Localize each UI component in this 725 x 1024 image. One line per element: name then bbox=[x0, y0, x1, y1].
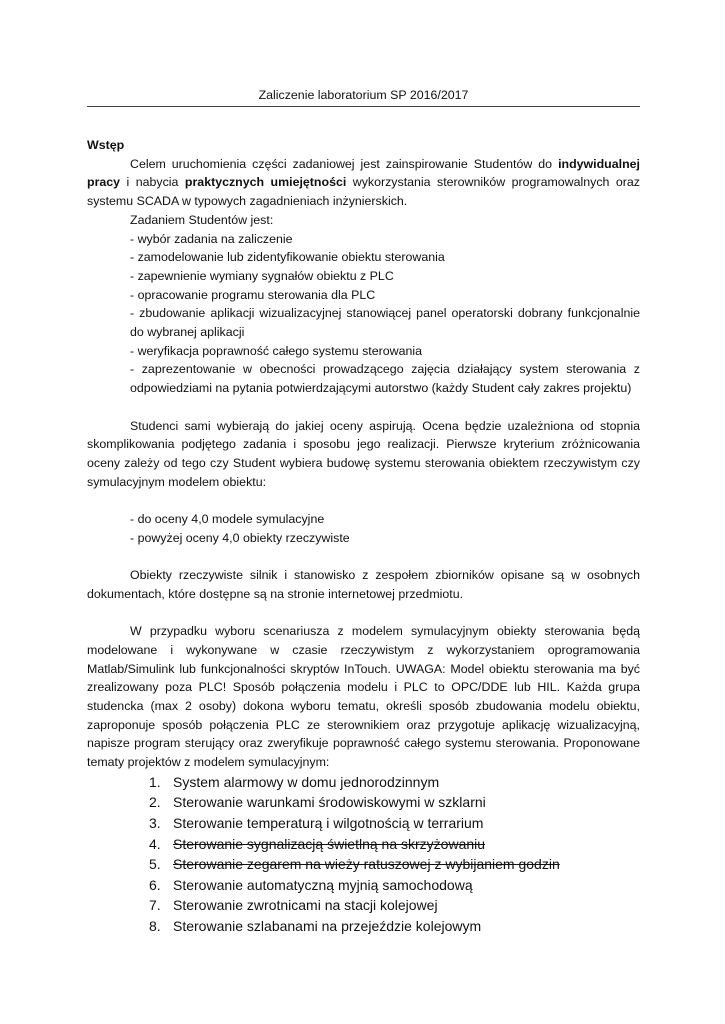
real-objects-paragraph: Obiekty rzeczywiste silnik i stanowisko z zespołem zbiorników opisane są w osobnych dokumentach, które dostępne są na stronie internetowej przedmiotu. bbox=[87, 568, 640, 601]
intro-bold-1: indywidualnej pracy bbox=[87, 156, 640, 190]
task-item: - zamodelowanie lub zidentyfikowanie obiektu sterowania bbox=[130, 250, 445, 265]
topic-number: 2. bbox=[149, 794, 161, 811]
intro-paragraph bbox=[87, 155, 640, 211]
topic-text: Sterowanie zwrotnicami na stacji kolejowej bbox=[173, 897, 438, 914]
topic-number: 7. bbox=[149, 897, 161, 914]
topic-text: Sterowanie warunkami środowiskowymi w szklarni bbox=[173, 794, 486, 811]
topic-text-struck: Sterowanie zegarem na wieży ratuszowej z wybijaniem godzin bbox=[173, 856, 560, 873]
intro-text-3: wykorzystania sterowników programowalnych oraz systemu SCADA w typowych zagadnieniach inżynierskich. bbox=[87, 175, 640, 209]
task-item: - zbudowanie aplikacji wizualizacyjnej stanowiącej panel operatorski dobrany funkcjonalnie do wybranej aplikacji bbox=[130, 306, 640, 340]
task-item: - weryfikacja poprawność całego systemu sterowania bbox=[130, 343, 422, 358]
grading-option: - do oceny 4,0 modele symulacyjne bbox=[130, 512, 325, 527]
grading-paragraph: Studenci sami wybierają do jakiej oceny aspirują. Ocena będzie uzależniona od stopnia skomplikowania podjętego zadania i sposobu jego realizacji. Pierwsze kryterium zróżnicowania oceny zależy od tego czy Student wybiera budowę systemu sterowania obiektem rzeczywistym czy symulacyjnym modelem obiektu: bbox=[87, 418, 640, 489]
grading-option: - powyżej oceny 4,0 obiekty rzeczywiste bbox=[130, 530, 350, 545]
task-item: - zapewnienie wymiany sygnałów obiektu z PLC bbox=[130, 268, 394, 283]
topic-item bbox=[87, 834, 640, 855]
topic-text: Sterowanie automatyczną myjnią samochodową bbox=[173, 876, 473, 893]
topic-number: 4. bbox=[149, 835, 161, 852]
page-header-title: Zaliczenie laboratorium SP 2016/2017 bbox=[258, 88, 469, 102]
topic-number: 8. bbox=[149, 918, 161, 934]
topic-text: Sterowanie szlabanami na przejeździe kolejowym bbox=[173, 918, 482, 934]
intro-text-2: i nabycia bbox=[120, 175, 185, 190]
task-item: - opracowanie programu sterowania dla PLC bbox=[130, 287, 376, 302]
topic-text-struck: Sterowanie sygnalizacją świetlną na skrzyżowaniu bbox=[173, 835, 486, 852]
task-item: - zaprezentowanie w obecności prowadzącego zajęcia działający system sterowania z odpowiedziami na pytania potwierdzającymi autorstwo (każdy Student cały zakres projektu) bbox=[130, 362, 640, 396]
tasks-lead: Zadaniem Studentów jest: bbox=[130, 212, 274, 227]
header-rule bbox=[87, 106, 640, 107]
topic-item bbox=[87, 792, 640, 813]
section-heading: Wstęp bbox=[87, 138, 125, 152]
topic-item bbox=[87, 895, 640, 916]
topic-text: Sterowanie temperaturą i wilgotnością w terrarium bbox=[173, 815, 484, 832]
intro-text-1: Celem uruchomienia części zadaniowej jest zainspirowanie Studentów do bbox=[130, 156, 559, 171]
topic-number: 5. bbox=[149, 856, 161, 873]
topics-list bbox=[87, 772, 640, 937]
topic-item bbox=[87, 916, 640, 937]
topic-number: 6. bbox=[149, 876, 161, 893]
topic-item bbox=[87, 875, 640, 896]
topic-number: 3. bbox=[149, 815, 161, 832]
topic-item bbox=[87, 813, 640, 834]
topic-number: 1. bbox=[149, 773, 161, 790]
topic-item bbox=[87, 772, 640, 793]
document-body bbox=[87, 136, 640, 937]
task-item: - wybór zadania na zaliczenie bbox=[130, 231, 293, 246]
intro-bold-2: praktycznych umiejętności bbox=[184, 175, 347, 190]
simulation-paragraph: W przypadku wyboru scenariusza z modelem symulacyjnym obiekty sterowania będą modelowane i wykonywane w czasie rzeczywistym z wykorzystaniem oprogramowania Matlab/Simulink lub funkcjonalności skryptów InTouch. UWAGA: Model obiektu sterowania ma być zrealizowany poza PLC! Sposób połączenia modelu i PLC to OPC/DDE lub HIL. Każda grupa studencka (max 2 osoby) dokona wyboru tematu, określi sposób zbudowania modelu obiektu, zaproponuje sposób połączenia PLC ze sterownikiem oraz przygotuje aplikację wizualizacyjną, napisze program sterujący oraz zweryfikuje poprawność całego systemu sterowania. Proponowane tematy projektów z modelem symulacyjnym: bbox=[87, 624, 640, 770]
topic-item bbox=[87, 854, 640, 875]
topic-text: System alarmowy w domu jednorodzinnym bbox=[173, 773, 440, 790]
